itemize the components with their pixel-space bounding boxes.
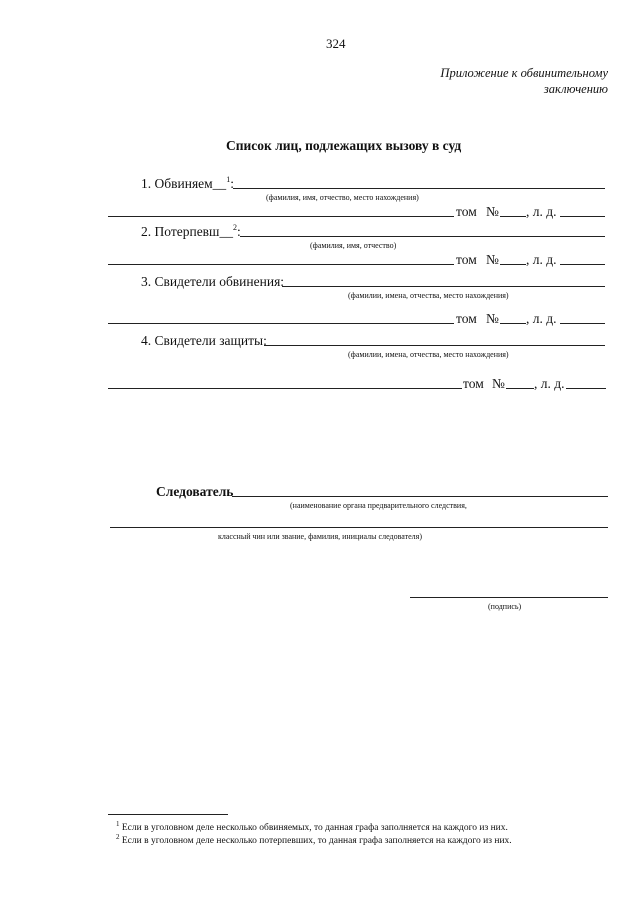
page-ref-field[interactable] <box>560 216 605 217</box>
section-label-text: 2. Потерпевш__ <box>141 224 233 239</box>
signature-hint: (подпись) <box>488 602 522 611</box>
page-ref-field[interactable] <box>560 323 605 324</box>
investigator-hint-2: классный чин или звание, фамилия, инициалы следователя) <box>218 532 422 541</box>
footnote-text: Если в уголовном деле несколько обвиняемых, то данная графа заполняется на каждого из них. <box>121 823 508 833</box>
volume-number-field[interactable] <box>500 264 526 265</box>
page-ref-field[interactable] <box>560 264 605 265</box>
accused-field[interactable] <box>233 188 605 189</box>
section-label <box>141 224 241 240</box>
footnote-separator <box>108 814 228 815</box>
section-label: 3. Свидетели обвинения: <box>141 274 285 289</box>
defense-witnesses-field-line-2[interactable] <box>108 388 462 389</box>
volume-number-field[interactable] <box>506 388 534 389</box>
footnote-2 <box>116 833 512 846</box>
footnote-1 <box>116 820 508 833</box>
page-ref-label: , л. д. <box>534 376 565 391</box>
page-ref-label: , л. д. <box>526 252 557 267</box>
section-label-text: 1. Обвиняем__ <box>141 176 227 191</box>
footnote-mark: 2 <box>116 833 120 841</box>
tom-label: том <box>456 204 477 219</box>
field-hint: (фамилии, имена, отчества, место нахождения) <box>348 291 509 300</box>
footnote-mark: 2 <box>232 223 237 232</box>
page-ref-label: , л. д. <box>526 311 557 326</box>
tom-label: том <box>456 252 477 267</box>
field-hint: (фамилии, имена, отчества, место нахождения) <box>348 350 509 359</box>
section-label: 4. Свидетели защиты: <box>141 333 267 348</box>
volume-number-field[interactable] <box>500 323 526 324</box>
prosecution-witnesses-field[interactable] <box>282 286 605 287</box>
prosecution-witnesses-field-line-2[interactable] <box>108 323 454 324</box>
number-sign: № <box>486 204 499 219</box>
page-number: 324 <box>326 36 346 51</box>
investigator-agency-field[interactable] <box>232 496 608 497</box>
footnote-mark: 1 <box>116 820 120 828</box>
appendix-line-1: Приложение к обвинительному <box>440 66 608 80</box>
field-hint: (фамилия, имя, отчество) <box>310 241 397 250</box>
investigator-name-field[interactable] <box>110 527 608 528</box>
number-sign: № <box>486 252 499 267</box>
appendix-line-2: заключению <box>543 82 608 96</box>
section-colon: : <box>236 224 241 239</box>
victims-field-line-2[interactable] <box>108 264 454 265</box>
signature-field[interactable] <box>410 597 608 598</box>
field-hint: (фамилия, имя, отчество, место нахождения) <box>266 193 419 202</box>
tom-label: том <box>463 376 484 391</box>
defense-witnesses-field[interactable] <box>264 345 605 346</box>
page-ref-field[interactable] <box>566 388 606 389</box>
investigator-label: Следователь <box>156 484 234 499</box>
footnote-mark: 1 <box>226 175 231 184</box>
number-sign: № <box>492 376 505 391</box>
section-colon: : <box>230 176 234 191</box>
tom-label: том <box>456 311 477 326</box>
page-title: Список лиц, подлежащих вызову в суд <box>226 138 462 153</box>
investigator-hint-1: (наименование органа предварительного следствия, <box>290 501 467 510</box>
accused-field-line-2[interactable] <box>108 216 454 217</box>
number-sign: № <box>486 311 499 326</box>
volume-number-field[interactable] <box>500 216 526 217</box>
victims-field[interactable] <box>240 236 605 237</box>
footnote-text: Если в уголовном деле несколько потерпевших, то данная графа заполняется на каждого из них. <box>121 836 512 846</box>
page-ref-label: , л. д. <box>526 204 557 219</box>
section-label <box>141 176 234 192</box>
